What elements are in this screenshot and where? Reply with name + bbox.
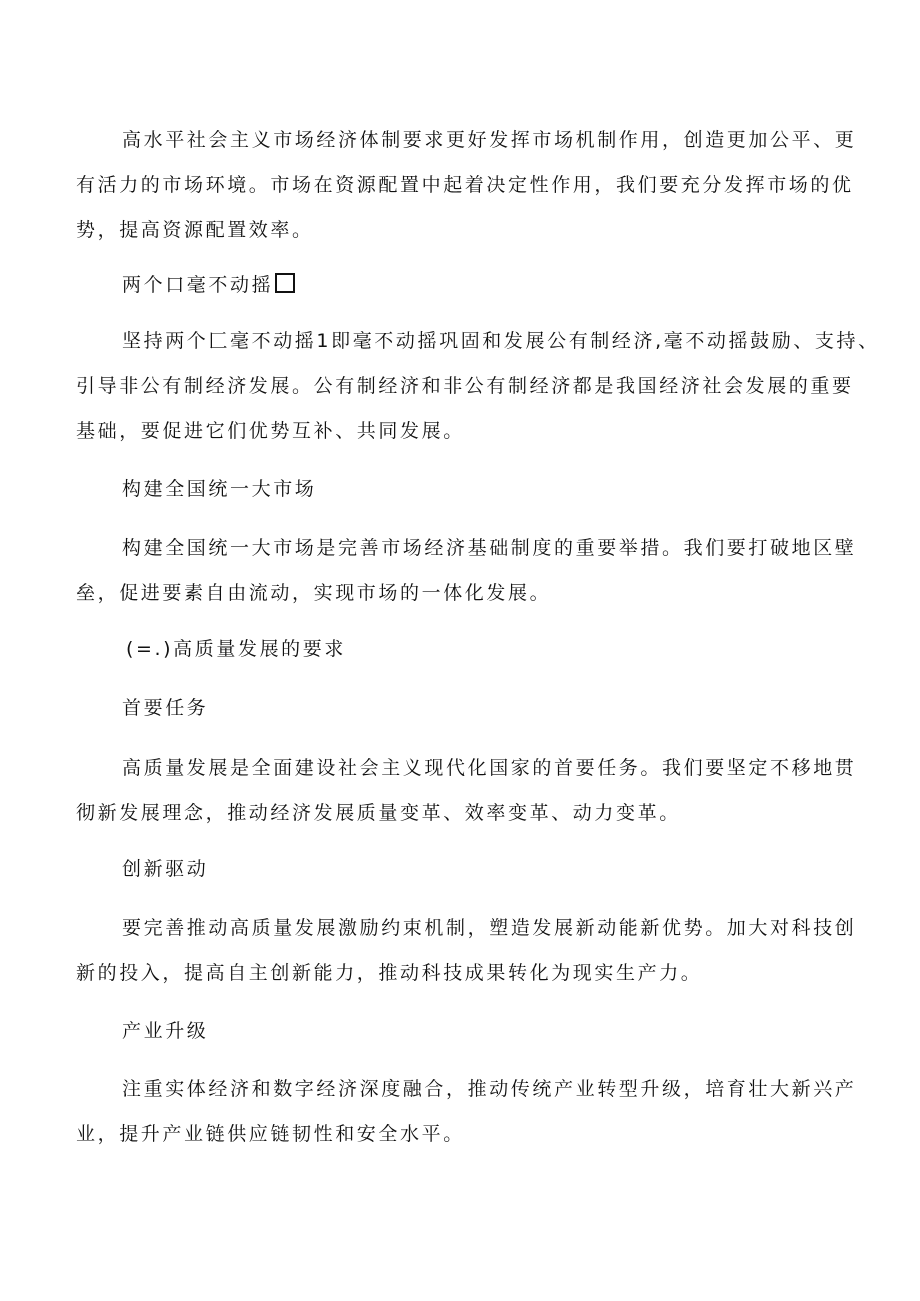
section-heading-unified-market: 构建全国统一大市场 bbox=[122, 478, 317, 500]
paragraph-market-mechanism bbox=[76, 118, 856, 253]
text-line: 有活力的市场环境。市场在资源配置中起着决定性作用，我们要充分发挥市场的优 bbox=[76, 174, 854, 196]
text-line: 注重实体经济和数字经济深度融合，推动传统产业转型升级，培育壮大新兴产 bbox=[122, 1078, 857, 1100]
text-line: 势，提高资源配置效率。 bbox=[76, 219, 314, 241]
text-line: 新的投入，提高自主创新能力，推动科技成果转化为现实生产力。 bbox=[76, 962, 703, 984]
text-line: 构建全国统一大市场是完善市场经济基础制度的重要举措。我们要打破地区壁 bbox=[122, 537, 857, 559]
subheading-innovation-driven: 创新驱动 bbox=[122, 858, 209, 880]
text-line: 垒，促进要素自由流动，实现市场的一体化发展。 bbox=[76, 582, 552, 604]
section-heading-high-quality-development: (=.)高质量发展的要求 bbox=[126, 638, 346, 660]
text-line: 高质量发展是全面建设社会主义现代化国家的首要任务。我们要坚定不移地贯 bbox=[122, 757, 857, 779]
section-heading-two-unwavering bbox=[76, 263, 902, 308]
paragraph-primary-task bbox=[76, 746, 856, 836]
subheading-industry-upgrade: 产业升级 bbox=[122, 1020, 209, 1042]
subheading-primary-task: 首要任务 bbox=[122, 697, 209, 719]
text-line: 基础，要促进它们优势互补、共同发展。 bbox=[76, 420, 465, 442]
text-line: 彻新发展理念，推动经济发展质量变革、效率变革、动力变革。 bbox=[76, 802, 681, 824]
paragraph-industry-upgrade bbox=[76, 1067, 856, 1157]
missing-glyph-box-icon bbox=[275, 273, 295, 293]
heading-text: 两个口毫不动摇 bbox=[122, 274, 274, 296]
paragraph-ownership-economy bbox=[76, 319, 880, 454]
text-line: 坚持两个匚毫不动摇1即毫不动摇巩固和发展公有制经济,毫不动摇鼓励、支持、 bbox=[122, 330, 880, 352]
paragraph-innovation-driven bbox=[76, 906, 856, 996]
text-line: 要完善推动高质量发展激励约束机制，塑造发展新动能新优势。加大对科技创 bbox=[122, 917, 857, 939]
text-line: 高水平社会主义市场经济体制要求更好发挥市场机制作用，创造更加公平、更 bbox=[122, 129, 857, 151]
text-line: 引导非公有制经济发展。公有制经济和非公有制经济都是我国经济社会发展的重要 bbox=[76, 375, 854, 397]
text-line: 业，提升产业链供应链韧性和安全水平。 bbox=[76, 1123, 465, 1145]
paragraph-unified-market bbox=[76, 526, 856, 616]
